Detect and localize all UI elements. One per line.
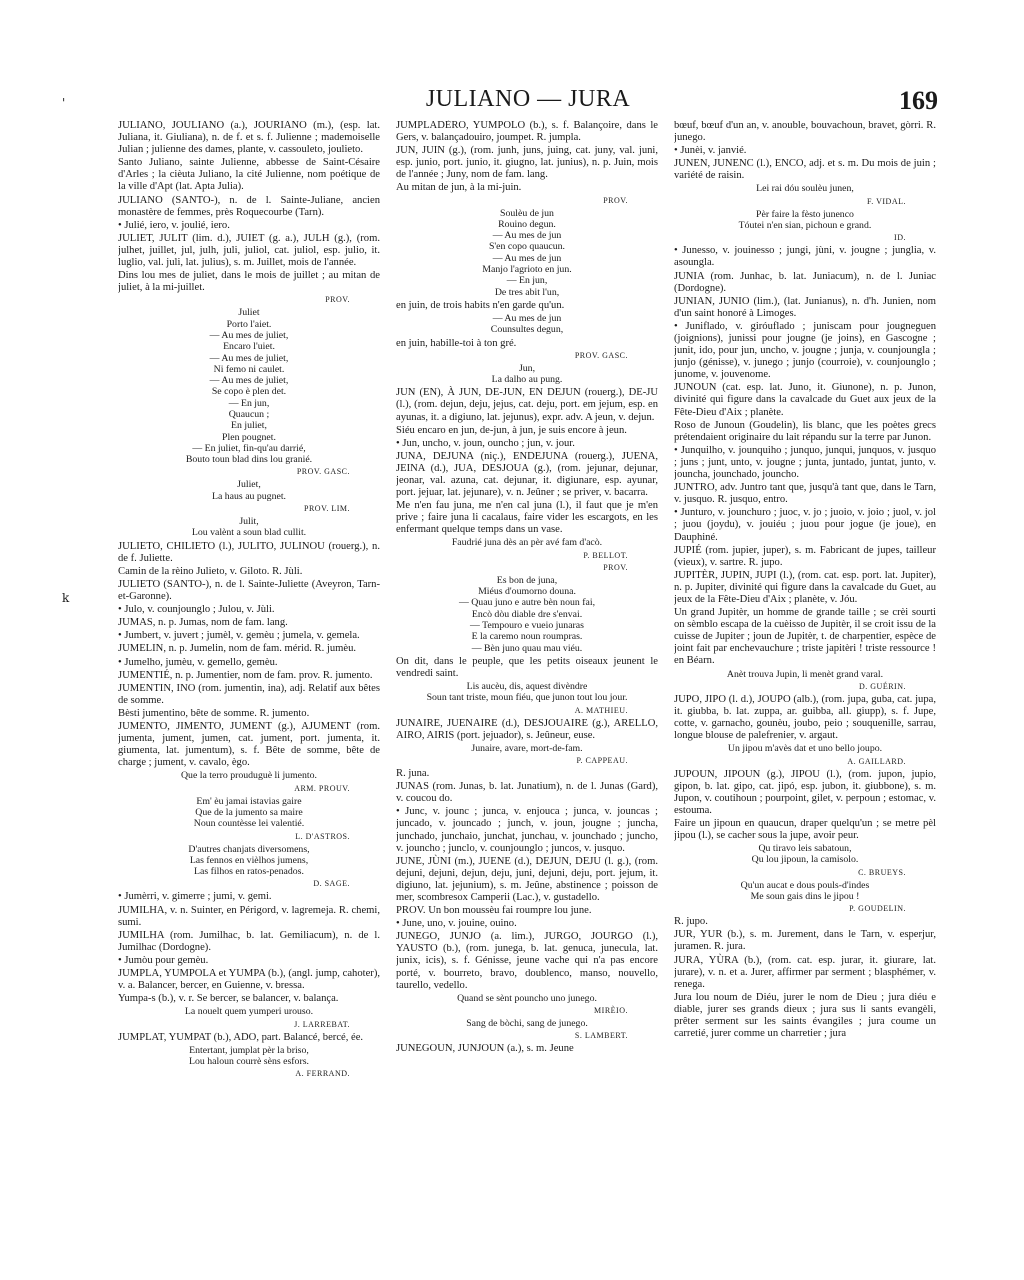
dictionary-entry: Camin de la rèino Julieto, v. Giloto. R. Jùli.	[118, 565, 303, 577]
dictionary-entry: JUNEN, JUNENC (l.), ENCO, adj. et s. m. Du mois de juin ; variété de raisin.	[674, 158, 936, 182]
verse-quotation: Julit, Lou valènt a soun blad cullit.	[191, 516, 307, 539]
text-column-right	[674, 120, 936, 1210]
dictionary-entry: JUNIAN, JUNIO (lim.), (lat. Junianus), n. d'h. Junien, nom d'un saint honoré à Limoges.	[674, 295, 936, 319]
dictionary-entry: R. jupo.	[674, 916, 708, 928]
attribution: PROV.	[603, 562, 628, 572]
attribution: PROV. GASC.	[574, 350, 628, 360]
dictionary-entry: JULIET, JULIT (lim. d.), JUIET (g. a.), JULH (g.), (rom. julhet, juillet, jul, julh, juli, juliol, cat. juliol, esp. julio, it. luglio, val. juli, lat. julius), s. m. Juillet, mois de l'année.	[118, 232, 380, 269]
attribution: PROV. LIM.	[304, 504, 350, 514]
attribution: L. D'ASTROS.	[295, 831, 350, 841]
dictionary-entry: Me n'en fau juna, me n'en cal juna (l.), il faut que je m'en prive ; faire juna li cacalaus, faire vider les escargots, en les enfermant quelque temps dans un vase.	[396, 500, 658, 536]
verse-quotation: Jun, La dalho au pung.	[491, 362, 563, 386]
dictionary-entry: • June, uno, v. jouine, ouino.	[396, 918, 517, 930]
dictionary-entry: JUMPLADÈRO, YUMPOLO (b.), s. f. Balançoire, dans le Gers, v. balançadouiro, joumpet. R. jumpla.	[396, 120, 658, 144]
verse-quotation: Qu tiravo leis sabatoun, Qu lou jipoun, la camisolo.	[751, 843, 859, 866]
page-header	[118, 86, 938, 116]
page-number: 169	[899, 86, 938, 115]
dictionary-entry: JUNE, JÙNI (m.), JUENE (d.), DEJUN, DEJU (l. g.), (rom. dejuni, dejuni, dejun, deju, juni, dejuni, deju, port. jejum, it. digiuno, lat. jejunium), s. m. Jeûne, abstinence ; poisson de mer, scombresox Camperii (Lac.), v. gustadello.	[396, 855, 658, 904]
text-column-middle	[396, 120, 658, 1210]
dictionary-entry: JULIANO, JOULIANO (a.), JOURIANO (m.), (esp. lat. Juliana, it. Giuliana), n. de f. et s. f. Julienne ; mademoiselle Julian ; julienne des dames, plante, v. cassouleto, joulieto.	[118, 120, 380, 156]
dictionary-entry: JUN (EN), À JUN, DE-JUN, EN DEJUN (rouerg.), DE-JU (l.), (rom. dejun, deju, jejus, cat. deju, port. em jejum, esp. en ayunas, it. a digiuno, lat. jejunus), expr. adv. A jeun, v. dejun.	[396, 387, 658, 423]
dictionary-entry: JUMELIN, n. p. Jumelin, nom de fam. mérid. R. jumèu.	[118, 643, 357, 655]
dictionary-entry: JULIETO, CHILIETO (l.), JULITO, JULINOU (rouerg.), n. de f. Juliette.	[118, 540, 380, 564]
dictionary-entry: JUNEGO, JUNJO (a. lim.), JURGO, JOURGO (l.), YAUSTO (b.), (rom. junega, b. lat. genuca, junecula, lat. junix, icis), s. f. Génisse, jeune vache qui n'a pas encore porté, v. bourreto, bravo, doublenco, manso, nouvello, taurello, vedello.	[396, 931, 658, 991]
verse-quotation: Em' èu jamai istavias gaire Que de la jumento sa maire Noun countèsse lei valentié.	[193, 795, 305, 830]
verse-quotation: Juliet Porto l'aiet. — Au mes de juliet, Encaro l'uiet. — Au mes de juliet, Ni femo ni caulet. — Au mes de juliet, Se copo è plen det. — En jun, Quaucun ; En juliet, Plen pougnet. — En juliet, fin-qu'au darrié, Bouto toun blad dins lou granié.	[185, 307, 313, 466]
verse-quotation: Soulèu de jun Rouino degun. — Au mes de jun S'en copo quaucun. — Au mes de jun Manjo l'agrioto en jun. — En jun, De tres abit l'un,	[482, 207, 572, 298]
verse-quotation: Qu'un aucat e dous pouls-d'indes Me soun gais dins le jipou !	[740, 879, 870, 902]
attribution: ARM. PROUV.	[294, 783, 350, 793]
verse-quotation: Sang de bòchi, sang de junego.	[466, 1018, 588, 1030]
dictionary-entry: Faire un jipoun en quaucun, draper quelqu'un ; se metre pèl jipou (l.), se cacher sous la jupe, avoir peur.	[674, 817, 936, 841]
attribution: P. CAPPEAU.	[576, 756, 628, 766]
dictionary-entry: • Jumelho, jumèu, v. gemello, gemèu.	[118, 656, 278, 668]
attribution: PROV. GASC.	[296, 467, 350, 477]
attribution: J. LARREBAT.	[294, 1019, 350, 1029]
dictionary-entry: • Juniflado, v. giróuflado ; juniscam pour jougneguen (joignions), junissi pour jougne (je joins), en Gascogne ; junit, ido, pour jun, uncho, v. jougne ; junja, v. counjoungla ; junjo (génisse), v. junego ; junjo (courroie), v. counjounglo ; junome, v. jouvenome.	[674, 320, 936, 381]
dictionary-entry: JUN, JUIN (g.), (rom. junh, juns, juing, cat. juny, val. juni, esp. junio, port. junio, it. giugno, lat. junius), n. p. Juin, mois de l'année ; Juny, nom de fam. lang.	[396, 145, 658, 181]
attribution: MIRÈIO.	[594, 1006, 628, 1016]
dictionary-entry: • Junesso, v. jouinesso ; jungi, jùni, v. jougne ; junglia, v. asoungla.	[674, 245, 936, 269]
dictionary-entry: JUMPLAT, YUMPAT (b.), ADO, part. Balancé, bercé, ée.	[118, 1031, 364, 1043]
dictionary-entry: Santo Juliano, sainte Julienne, abbesse de Saint-Césaire d'Arles ; la cièuta Juliano, la cité Julienne, nom poétique de la ville d'Apt (lat. Apta Julia).	[118, 157, 380, 193]
text-column-left	[118, 120, 380, 1210]
dictionary-entry: Siéu encaro en jun, de-jun, à jun, je suis encore à jeun.	[396, 424, 627, 436]
dictionary-entry: • Jumèrri, v. gimerre ; jumi, v. gemi.	[118, 891, 272, 903]
attribution: A. FERRAND.	[295, 1069, 350, 1079]
dictionary-entry: JURA, YÙRA (b.), (rom. cat. esp. jurar, it. giurare, lat. jurare), v. n. et a. Jurer, affirmer par serment ; blasphémer, v. renega.	[674, 954, 936, 990]
dictionary-entry: Roso de Junoun (Goudelin), lis blanc, que les poètes grecs prétendaient originaire du lait répandu sur la terre par Junon.	[674, 419, 936, 443]
attribution: PROV.	[325, 295, 350, 305]
verse-quotation: D'autres chanjats diversomens, Las fennos en vièlhos jumens, Las filhos en ratos-penados.	[188, 843, 310, 878]
dictionary-entry: JUPITÈR, JUPIN, JUPI (l.), (rom. cat. esp. port. lat. Jupiter), n. p. Jupiter, divinité qui figure dans la cavalcade du Guet, au jeux de la Fête-Dieu d'Aix ; planète, v. Jóu.	[674, 569, 936, 605]
verse-quotation: Que la terro prouduguè li jumento.	[180, 770, 318, 782]
dictionary-entry: Un grand Jupitèr, un homme de grande taille ; se crèi sourti on sèmblo escapa de la cuèisso de Jupitèr, il se croit issu de la cuisse de Jupiter ; joun de Jupitèr, t. de charpentier, espèce de joint fait par enchevauchure ; triste japitèri ! triste ressource ! en Béarn.	[674, 607, 936, 667]
verse-quotation: Un jipou m'avès dat et uno bello joupo.	[727, 743, 883, 755]
dictionary-entry: • Junturo, v. jounchuro ; juoc, v. jo ; juoio, v. joio ; juol, v. jol ; juou (joydu), v. jouiéu ; juou pour jogue (je joue), en Dauphiné.	[674, 507, 936, 543]
dictionary-entry: JUMENTIÉ, n. p. Jumentier, nom de fam. prov. R. jumento.	[118, 669, 373, 681]
verse-quotation: Lei rai dóu soulèu junen,	[756, 183, 854, 195]
dictionary-entry: JUPIÉ (rom. jupier, juper), s. m. Fabricant de jupes, tailleur (vieux), v. sartre. R. jupo.	[674, 544, 936, 568]
dictionary-entry: • Junèi, v. janvié.	[674, 145, 747, 157]
dictionary-entry: JUMENTO, JIMENTO, JUMENT (g.), AJUMENT (rom. jumenta, jument, jumen, cat. jument, port. jumenta, it. giumenta, lat. jumentum), s. f. Bête de somme, bête de charge ; jument, v. cavalo, ègo.	[118, 720, 380, 769]
attribution: C. BRUEYS.	[858, 867, 906, 877]
dictionary-entry: JUNOUN (cat. esp. lat. Juno, it. Giunone), n. p. Junon, divinité qui figure dans la cavalcade du Guet aux jeux de la Fête-Dieu d'Aix ; planète.	[674, 382, 936, 418]
verse-quotation: Faudrié juna dès an pèr avé fam d'acò.	[451, 537, 603, 549]
dictionary-entry: JUMILHA, v. n. Suinter, en Périgord, v. lagremeja. R. chemi, sumi.	[118, 904, 380, 928]
dictionary-entry: JUNEGOUN, JUNJOUN (a.), s. m. Jeune	[396, 1043, 574, 1055]
dictionary-entry: en juin, de trois habits n'en garde qu'un.	[396, 299, 565, 311]
attribution: P. BELLOT.	[583, 550, 628, 560]
verse-quotation: Juliet, La haus au pugnet.	[212, 479, 286, 502]
dictionary-entry: • Jumbert, v. juvert ; jumèl, v. gemèu ; jumela, v. gemela.	[118, 630, 360, 642]
verse-quotation: La nouelt quem yumperi urouso.	[184, 1006, 314, 1018]
dictionary-entry: PROV. Un bon moussèu fai roumpre lou june.	[396, 905, 592, 917]
dictionary-entry: JULIANO (SANTO-), n. de l. Sainte-Juliane, ancien monastère de femmes, près Roquecourbe (Tarn).	[118, 194, 380, 218]
dictionary-entry: Au mitan de jun, à la mi-juin.	[396, 182, 522, 194]
attribution: A. MATHIEU.	[574, 705, 628, 715]
dictionary-entry: JUR, YUR (b.), s. m. Jurement, dans le Tarn, v. esperjur, juramen. R. jura.	[674, 929, 936, 953]
attribution: P. GOUDELIN.	[849, 904, 906, 914]
dictionary-entry: Yumpa-s (b.), v. r. Se bercer, se balancer, v. balança.	[118, 993, 339, 1005]
attribution: D. SAGE.	[313, 879, 350, 889]
dictionary-entry: JUPOUN, JIPOUN (g.), JIPOU (l.), (rom. jupon, jupio, gipon, b. lat. gipo, cat. jipó, esp. jubon, it. giubbone), s. m. Jupon, v. coutihoun ; pourpoint, gilet, v. perpoun ; estomac, v. estouma.	[674, 768, 936, 816]
attribution: S. LAMBERT.	[574, 1031, 628, 1041]
dictionary-entry: JUNTRO, adv. Juntro tant que, jusqu'à tant que, dans le Tarn, v. jusquo. R. jusquo, entro.	[674, 482, 936, 506]
verse-quotation: Lis aucèu, dis, aquest divèndre Soun tant triste, moun fiéu, que junon tout lou jour.	[426, 681, 628, 704]
attribution: D. GUÉRIN.	[859, 681, 906, 691]
dictionary-entry: bœuf, bœuf d'un an, v. anouble, bouvachoun, bravet, gòrri. R. junego.	[674, 120, 936, 144]
dictionary-entry: • Jumòu pour gemèu.	[118, 954, 209, 966]
dictionary-entry: • Julié, iero, v. joulié, iero.	[118, 219, 230, 231]
margin-mark: '	[62, 96, 66, 110]
dictionary-entry: JULIETO (SANTO-), n. de l. Sainte-Juliette (Aveyron, Tarn-et-Garonne).	[118, 578, 380, 603]
verse-quotation: Entertant, jumplat pèr la briso, Lou haloun courrè sèns esfors.	[189, 1044, 309, 1067]
dictionary-entry: Bèsti jumentino, bête de somme. R. jumento.	[118, 707, 310, 719]
dictionary-entry: JUMENTIN, INO (rom. jumentin, ina), adj. Relatif aux bêtes de somme.	[118, 682, 380, 706]
dictionary-entry: Dins lou mes de juliet, dans le mois de juillet ; au mitan de juliet, à la mi-juillet.	[118, 270, 380, 294]
margin-mark: k	[62, 591, 70, 605]
dictionary-entry: R. juna.	[396, 768, 430, 780]
attribution: A. GAILLARD.	[847, 756, 906, 766]
verse-quotation: Pèr faire la fèsto junenco Tóutei n'en sian, pichoun e grand.	[738, 208, 872, 232]
dictionary-entry: en juin, habille-toi à ton gré.	[396, 337, 517, 349]
attribution: PROV.	[603, 195, 628, 205]
dictionary-entry: JUMAS, n. p. Jumas, nom de fam. lang.	[118, 617, 288, 629]
dictionary-entry: On dit, dans le peuple, que les petits oiseaux jeunent le vendredi saint.	[396, 655, 658, 679]
verse-quotation: Anèt trouva Jupin, li menèt grand varal.	[726, 668, 884, 680]
dictionary-entry: JUNA, DEJUNA (niç.), ENDEJUNA (rouerg.), JUENA, JEINA (d.), JUA, DESJOUA (g.), (rom. jejunar, dejunar, jeonar, val. azuna, cat. dejunar, it. digiunare, esp. ayunar, port. jejuar, lat. jejunare), v. n. Jeûner ; se priver, v. bacarra.	[396, 450, 658, 499]
dictionary-entry: JUMPLA, YUMPOLA et YUMPA (b.), (angl. jump, cahoter), v. a. Balancer, bercer, en Guienne, v. bressa.	[118, 967, 380, 992]
dictionary-entry: • Julo, v. counjounglo ; Julou, v. Jùli.	[118, 604, 275, 616]
verse-quotation: Junaire, avare, mort-de-fam.	[471, 742, 583, 754]
running-title: JULIANO — JURA	[425, 86, 631, 112]
dictionary-entry: JUNAS (rom. Junas, b. lat. Junatium), n. de l. Junas (Gard), v. coucou do.	[396, 781, 658, 805]
verse-quotation: — Au mes de jun Counsultes degun,	[490, 313, 564, 336]
verse-quotation: Quand se sènt pouncho uno junego.	[457, 992, 597, 1004]
dictionary-entry: JUNAIRE, JUENAIRE (d.), DESJOUAIRE (g.), ARELLO, AIRO, AIRIS (port. jejuador), s. Jeûneur, euse.	[396, 717, 658, 741]
dictionary-entry: JUNIA (rom. Junhac, b. lat. Juniacum), n. de l. Juniac (Dordogne).	[674, 270, 936, 294]
dictionary-entry: JUMILHA (rom. Jumilhac, b. lat. Gemiliacum), n. de l. Jumilhac (Dordogne).	[118, 929, 380, 953]
verse-quotation: Es bon de juna, Miéus d'oumorno douna. — Quau juno e autre bèn noun fai, Encò dòu diable dre s'envai. — Tempouro e vueio junaras E la caremo noun roumpras. — Bèn juno quau mau viéu.	[458, 574, 596, 654]
dictionary-entry: • Junquilho, v. jounquiho ; junquo, junqui, junquos, v. jusquo ; juns ; junt, unto, v. jougne ; junta, juntado, juntat, junto, v. jouncha, jounchado, jouncho.	[674, 444, 936, 481]
attribution: ID.	[894, 233, 906, 243]
dictionary-entry: Jura lou noum de Diéu, jurer le nom de Dieu ; jura diéu e diable, jurer ses grands dieux ; jura sus li sants evangèli, prêter serment sur les saints évangiles ; jura coume un carretié, jurer comme un charretier ; jura	[674, 991, 936, 1040]
dictionary-entry: • Junc, v. jounc ; junca, v. enjouca ; junca, v. jouncas ; juncado, v. jouncado ; junch, v. joun, jougne ; juncha, junchado, junchaio, junchat, junchau, v. jounchado ; juncho, v. jouncho ; junclo, v. counjounglo ; juncos, v. jusquo.	[396, 806, 658, 854]
dictionary-entry: • Jun, uncho, v. joun, ouncho ; jun, v. jour.	[396, 437, 575, 449]
attribution: F. VIDAL.	[866, 196, 906, 206]
dictionary-entry: JUPO, JIPO (l. d.), JOUPO (alb.), (rom. jupa, guba, cat. jupa, it. giubba, b. lat. zuppa, ar. guibba, all. giupp), s. f. Jupe, cotte, v. garnacho, gounèu, joubo, peio ; souquenille, sarrau, longue blouse de palefrenier, v. argaut.	[674, 693, 936, 742]
